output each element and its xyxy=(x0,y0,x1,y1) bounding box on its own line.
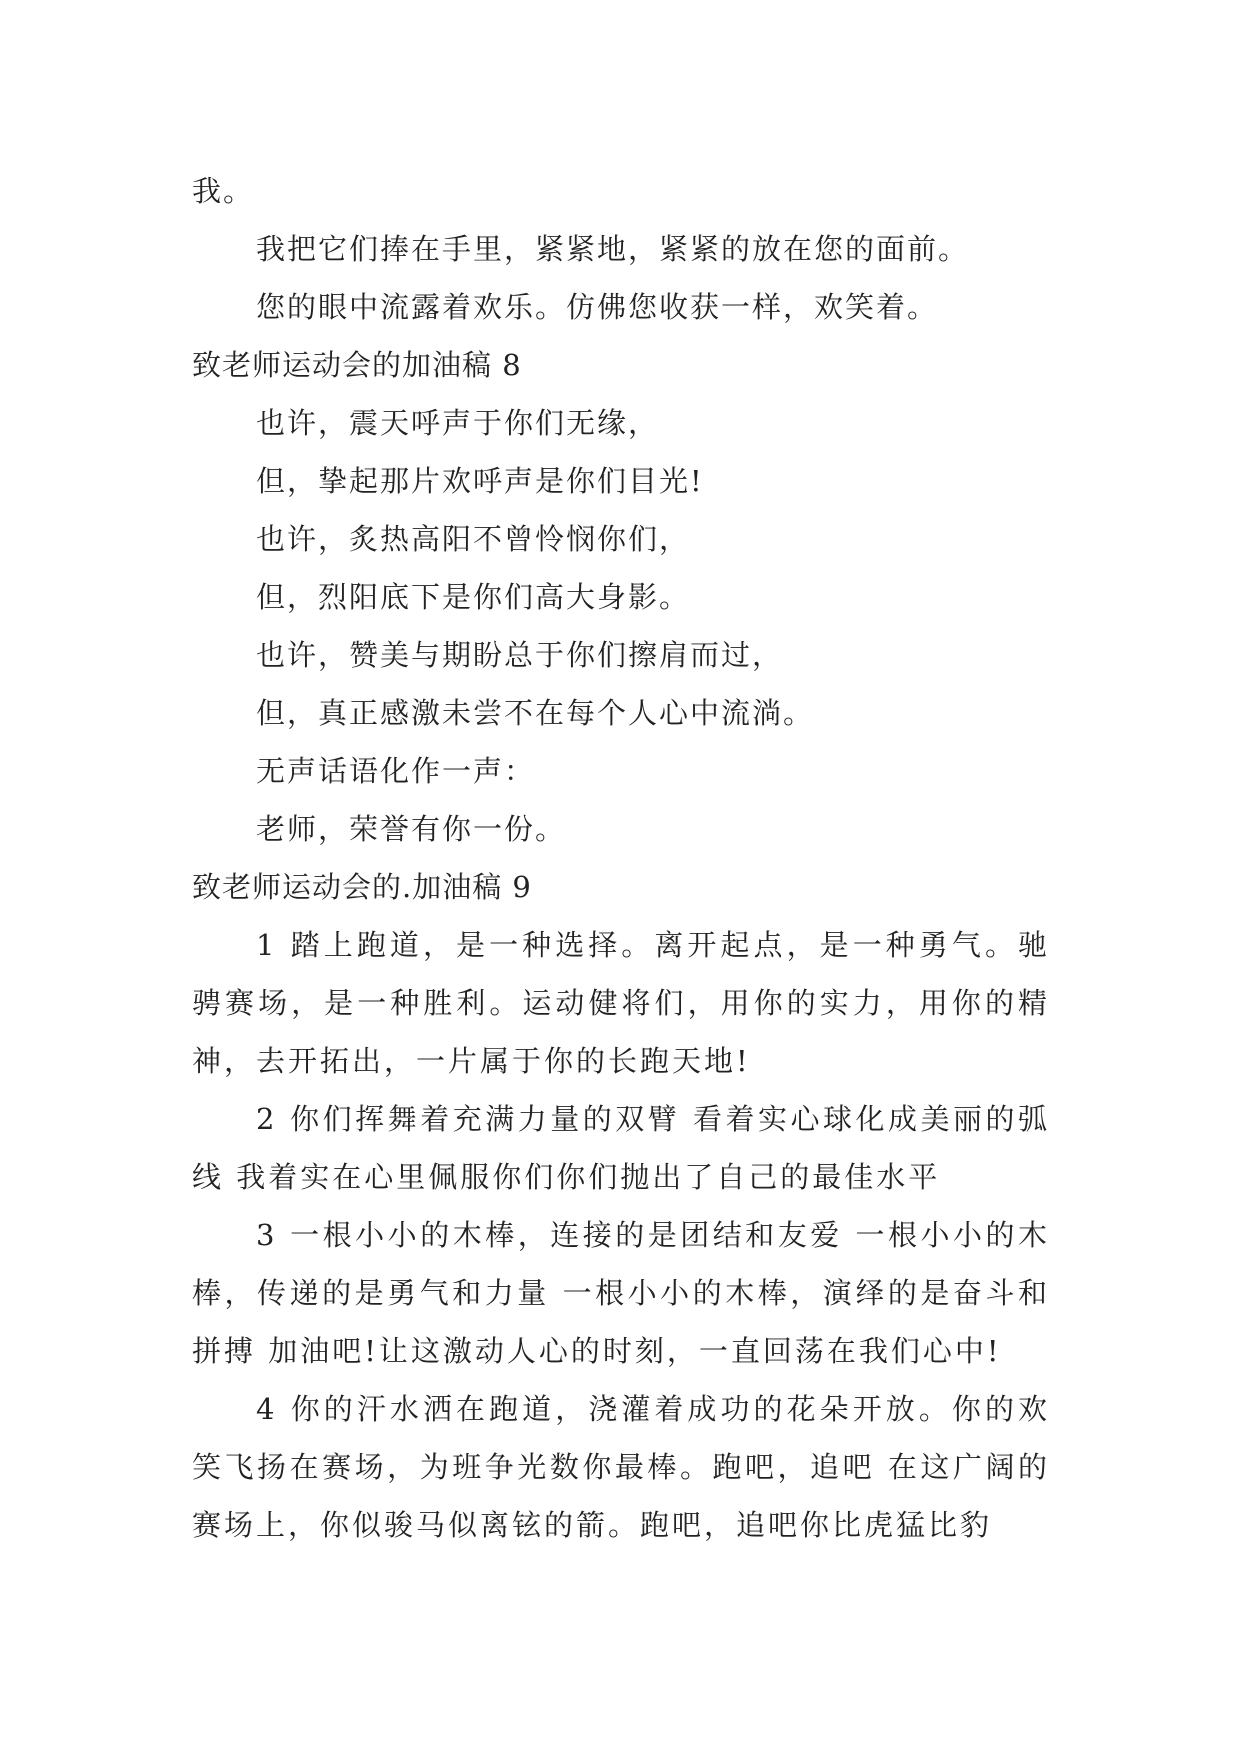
poem-line: 老师，荣誉有你一份。 xyxy=(256,812,567,846)
poem-line: 但，挚起那片欢呼声是你们目光! xyxy=(256,464,704,498)
text-line: 我把它们捧在手里，紧紧地，紧紧的放在您的面前。 xyxy=(256,232,970,266)
section-heading: 致老师运动会的.加油稿 9 xyxy=(192,870,532,904)
poem-line: 也许，炙热高阳不曾怜悯你们， xyxy=(256,522,691,556)
text-line: 我。 xyxy=(192,174,255,208)
poem-line: 也许，赞美与期盼总于你们擦肩而过， xyxy=(256,638,784,672)
poem-line: 但，烈阳底下是你们高大身影。 xyxy=(256,580,691,614)
paragraph: 1 踏上跑道，是一种选择。离开起点，是一种勇气。驰骋赛场，是一种胜利。运动健将们，用你的实力，用你的精神，去开拓出，一片属于你的长跑天地! xyxy=(192,928,1050,1078)
poem-line: 无声话语化作一声： xyxy=(256,754,536,788)
text-line: 您的眼中流露着欢乐。仿佛您收获一样，欢笑着。 xyxy=(256,290,939,324)
paragraph: 4 你的汗水洒在跑道，浇灌着成功的花朵开放。你的欢笑飞扬在赛场，为班争光数你最棒。跑吧，追吧 在这广阔的赛场上，你似骏马似离铉的箭。跑吧，追吧你比虎猛比豹 xyxy=(192,1392,1050,1542)
paragraph: 2 你们挥舞着充满力量的双臂 看着实心球化成美丽的弧线 我着实在心里佩服你们你们抛出了自己的最佳水平 xyxy=(192,1102,1050,1194)
section-heading: 致老师运动会的加油稿 8 xyxy=(192,348,522,382)
poem-line: 也许，震天呼声于你们无缘， xyxy=(256,406,660,440)
paragraph: 3 一根小小的木棒，连接的是团结和友爱 一根小小的木棒，传递的是勇气和力量 一根小小的木棒，演绎的是奋斗和拼搏 加油吧!让这激动人心的时刻，一直回荡在我们心中! xyxy=(192,1218,1050,1368)
document-body xyxy=(192,162,1050,1554)
poem-line: 但，真正感激未尝不在每个人心中流淌。 xyxy=(256,696,815,730)
